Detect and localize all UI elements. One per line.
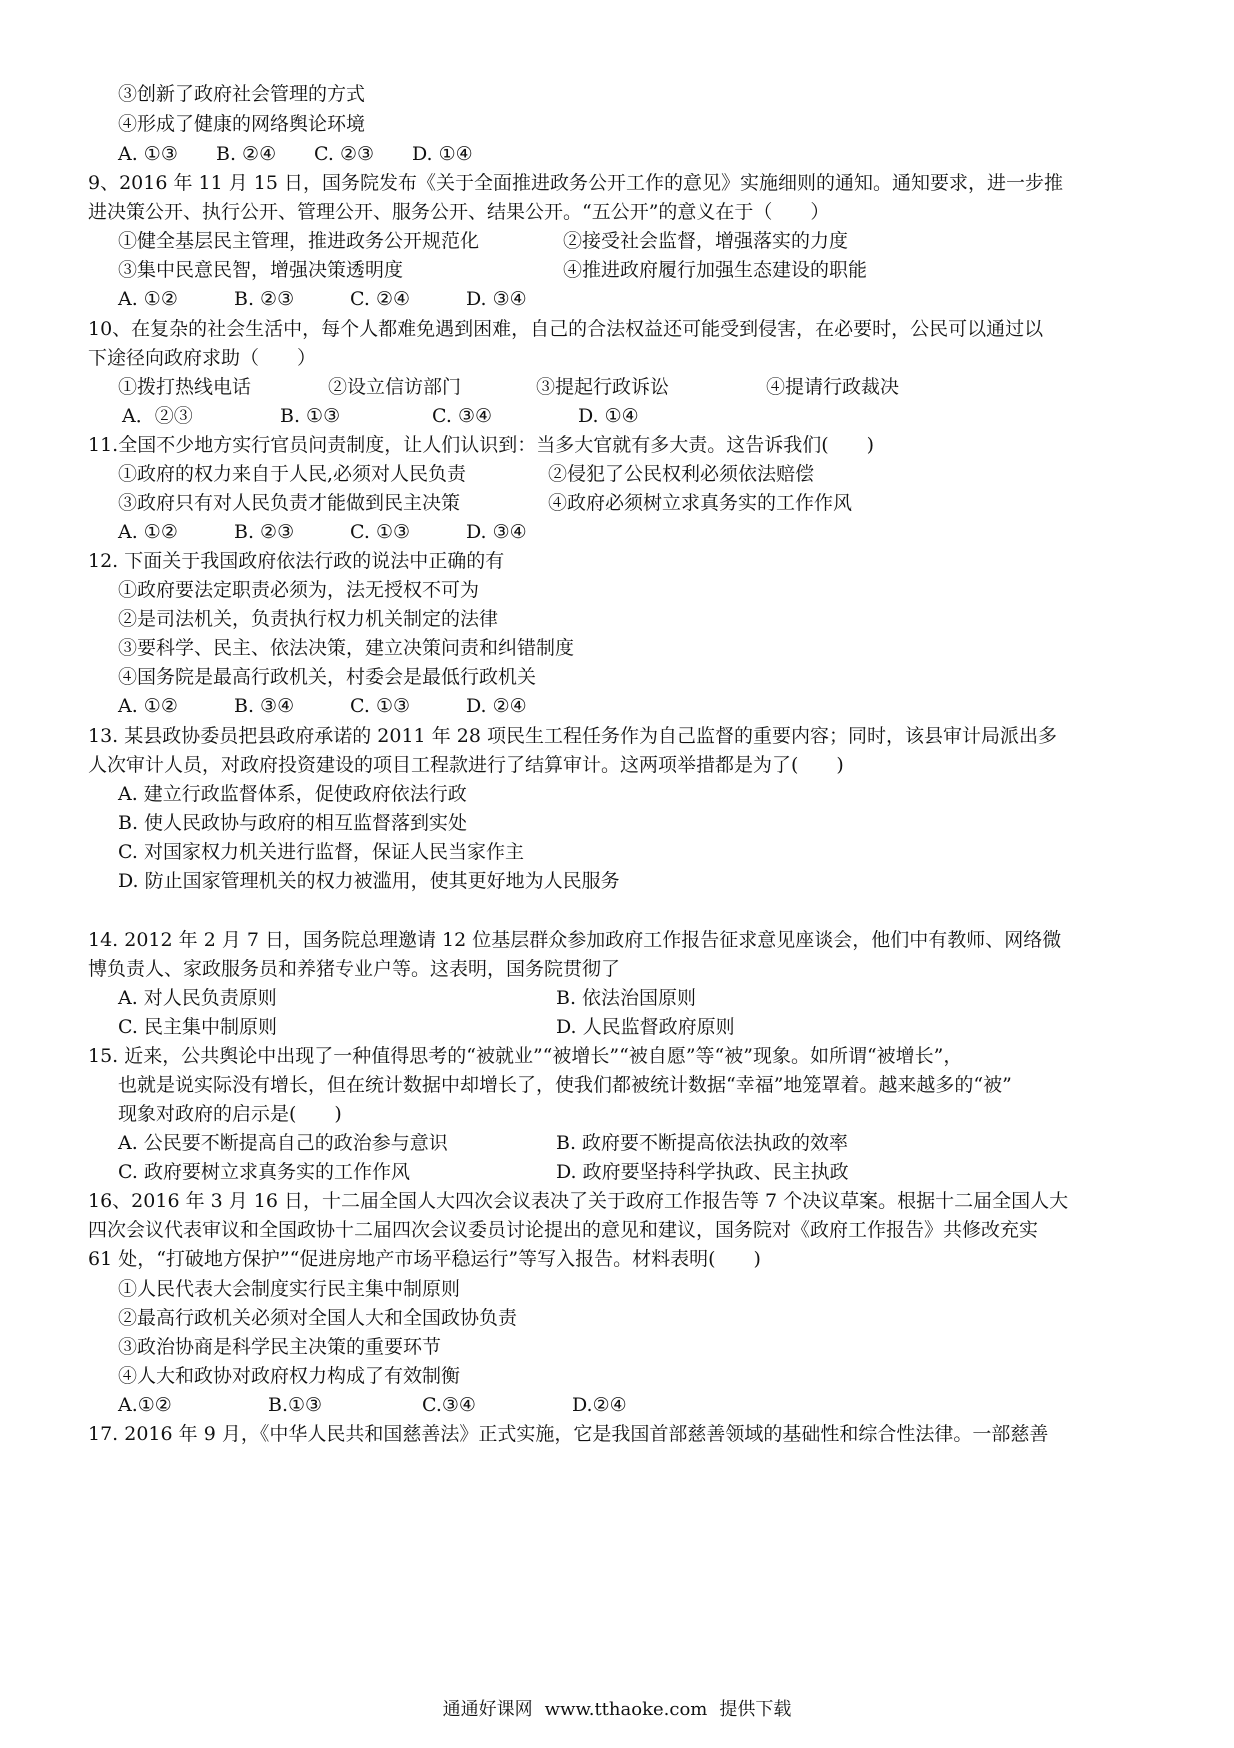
q12-item-4: ④国务院是最高行政机关，村委会是最低行政机关 xyxy=(118,666,537,688)
q12-option-a: A. ①② xyxy=(118,695,178,717)
q10-option-d: D. ①④ xyxy=(578,405,639,427)
q12-item-3: ③要科学、民主、依法决策，建立决策问责和纠错制度 xyxy=(118,637,575,659)
q11-items-row-2 xyxy=(118,489,852,517)
q15-options-row-2 xyxy=(118,1158,849,1186)
q14-option-d: D. 人民监督政府原则 xyxy=(556,1016,735,1038)
q10-item-2: ②设立信访部门 xyxy=(328,376,462,398)
q13-option-b: B. 使人民政协与政府的相互监督落到实处 xyxy=(118,812,468,834)
q8-option-c: C. ②③ xyxy=(314,143,375,165)
q10-stem-line-1: 10、在复杂的社会生活中，每个人都难免遇到困难，自己的合法权益还可能受到侵害，在必要时，公民可以通过以 xyxy=(88,318,1044,340)
footer-url: www.tthaoke.com xyxy=(544,1699,708,1720)
q10-item-4: ④提请行政裁决 xyxy=(766,376,900,398)
q9-option-a: A. ①② xyxy=(118,288,178,310)
q16-stem-line-1: 16、2016 年 3 月 16 日，十二届全国人大四次会议表决了关于政府工作报告等 7 个决议草案。根据十二届全国人大 xyxy=(88,1190,1069,1212)
q16-stem-line-2: 四次会议代表审议和全国政协十二届四次会议委员讨论提出的意见和建议，国务院对《政府工作报告》共修改充实 xyxy=(88,1219,1039,1241)
q9-option-c: C. ②④ xyxy=(350,288,411,310)
q9-item-2: ②接受社会监督，增强落实的力度 xyxy=(563,230,849,252)
footer-site-name: 通通好课网 xyxy=(442,1699,533,1720)
q11-item-1: ①政府的权力来自于人民,必须对人民负责 xyxy=(118,463,467,485)
q16-option-a: A.①② xyxy=(118,1394,172,1416)
q15-option-a: A. 公民要不断提高自己的政治参与意识 xyxy=(118,1132,448,1154)
q14-options-row-2 xyxy=(118,1013,735,1041)
q9-stem-line-1: 9、2016 年 11 月 15 日，国务院发布《关于全面推进政务公开工作的意见》实施细则的通知。通知要求，进一步推 xyxy=(88,172,1063,194)
q14-option-b: B. 依法治国原则 xyxy=(556,987,697,1009)
q10-stem-line-2: 下途径向政府求助（ ） xyxy=(88,347,317,369)
q8-item-3: ③创新了政府社会管理的方式 xyxy=(118,83,366,105)
q16-item-2: ②最高行政机关必须对全国人大和全国政协负责 xyxy=(118,1307,518,1329)
q10-options xyxy=(122,402,639,430)
q16-option-b: B.①③ xyxy=(268,1394,323,1416)
q15-option-b: B. 政府要不断提高依法执政的效率 xyxy=(556,1132,849,1154)
q13-stem-line-1: 13. 某县政协委员把县政府承诺的 2011 年 28 项民生工程任务作为自己监督的重要内容；同时，该县审计局派出多 xyxy=(88,725,1057,747)
q14-option-a: A. 对人民负责原则 xyxy=(118,987,277,1009)
q11-item-3: ③政府只有对人民负责才能做到民主决策 xyxy=(118,492,461,514)
q15-options-row-1 xyxy=(118,1129,848,1157)
q11-options xyxy=(118,518,527,546)
q13-stem-line-2: 人次审计人员，对政府投资建设的项目工程款进行了结算审计。这两项举措都是为了( ) xyxy=(88,754,844,776)
q11-option-b: B. ②③ xyxy=(234,521,295,543)
q9-item-1: ①健全基层民主管理，推进政务公开规范化 xyxy=(118,230,480,252)
q9-option-b: B. ②③ xyxy=(234,288,295,310)
q12-option-d: D. ②④ xyxy=(466,695,527,717)
q14-stem-line-2: 博负责人、家政服务员和养猪专业户等。这表明，国务院贯彻了 xyxy=(88,958,621,980)
q10-option-a: A．②③ xyxy=(122,405,193,427)
q8-option-d: D. ①④ xyxy=(412,143,473,165)
q13-option-d: D. 防止国家管理机关的权力被滥用，使其更好地为人民服务 xyxy=(118,870,620,892)
q9-option-d: D. ③④ xyxy=(466,288,527,310)
q9-items-row-2 xyxy=(118,256,867,284)
q8-option-b: B. ②④ xyxy=(216,143,277,165)
q15-stem-line-1: 15. 近来，公共舆论中出现了一种值得思考的“被就业”“被增长”“被自愿”等“被”现象。如所谓“被增长”， xyxy=(88,1045,963,1067)
q12-option-b: B. ③④ xyxy=(234,695,295,717)
q10-item-3: ③提起行政诉讼 xyxy=(536,376,670,398)
q15-stem-line-2: 也就是说实际没有增长，但在统计数据中却增长了，使我们都被统计数据“幸福”地笼罩着。越来越多的“被” xyxy=(118,1074,1012,1096)
q9-stem-line-2: 进决策公开、执行公开、管理公开、服务公开、结果公开。“五公开”的意义在于（ ） xyxy=(88,201,830,223)
q16-options xyxy=(118,1391,627,1419)
q17-stem-line-1: 17. 2016 年 9 月，《中华人民共和国慈善法》正式实施，它是我国首部慈善领域的基础性和综合性法律。一部慈善 xyxy=(88,1423,1049,1445)
q12-stem-line-1: 12. 下面关于我国政府依法行政的说法中正确的有 xyxy=(88,550,505,572)
q14-stem-line-1: 14. 2012 年 2 月 7 日，国务院总理邀请 12 位基层群众参加政府工作报告征求意见座谈会，他们中有教师、网络微 xyxy=(88,929,1062,951)
q9-item-4: ④推进政府履行加强生态建设的职能 xyxy=(563,259,868,281)
q11-stem-line-1: 11.全国不少地方实行官员问责制度，让人们认识到：当多大官就有多大责。这告诉我们( ) xyxy=(88,434,875,456)
page-footer xyxy=(0,1697,1234,1723)
q15-option-c: C. 政府要树立求真务实的工作作风 xyxy=(118,1161,410,1183)
q11-option-a: A. ①② xyxy=(118,521,178,543)
q10-option-b: B. ①③ xyxy=(280,405,341,427)
q14-options-row-1 xyxy=(118,984,696,1012)
q11-item-2: ②侵犯了公民权利必须依法赔偿 xyxy=(548,463,815,485)
q16-option-d: D.②④ xyxy=(572,1394,627,1416)
q9-items-row-1 xyxy=(118,227,848,255)
q12-item-2: ②是司法机关，负责执行权力机关制定的法律 xyxy=(118,608,499,630)
q16-item-4: ④人大和政协对政府权力构成了有效制衡 xyxy=(118,1365,461,1387)
q15-stem-line-3: 现象对政府的启示是( ) xyxy=(118,1103,342,1125)
q15-option-d: D. 政府要坚持科学执政、民主执政 xyxy=(556,1161,849,1183)
q9-item-3: ③集中民意民智，增强决策透明度 xyxy=(118,259,404,281)
q13-option-c: C. 对国家权力机关进行监督，保证人民当家作主 xyxy=(118,841,524,863)
q10-item-1: ①拨打热线电话 xyxy=(118,376,252,398)
q11-items-row-1 xyxy=(118,460,814,488)
q16-option-c: C.③④ xyxy=(422,1394,476,1416)
q11-option-d: D. ③④ xyxy=(466,521,527,543)
footer-suffix: 提供下载 xyxy=(719,1699,792,1720)
q8-option-a: A. ①③ xyxy=(118,143,178,165)
q8-options xyxy=(118,140,473,168)
q10-option-c: C. ③④ xyxy=(432,405,493,427)
q14-option-c: C. 民主集中制原则 xyxy=(118,1016,277,1038)
q10-items xyxy=(118,373,899,401)
q12-item-1: ①政府要法定职责必须为，法无授权不可为 xyxy=(118,579,480,601)
q12-option-c: C. ①③ xyxy=(350,695,411,717)
q8-item-4: ④形成了健康的网络舆论环境 xyxy=(118,113,366,135)
q16-stem-line-3: 61 处，“打破地方保护”“促进房地产市场平稳运行”等写入报告。材料表明( ) xyxy=(88,1248,761,1270)
q12-options xyxy=(118,692,527,720)
q9-options xyxy=(118,285,527,313)
q13-option-a: A. 建立行政监督体系，促使政府依法行政 xyxy=(118,783,467,805)
q16-item-3: ③政治协商是科学民主决策的重要环节 xyxy=(118,1336,442,1358)
q11-item-4: ④政府必须树立求真务实的工作作风 xyxy=(548,492,853,514)
q16-item-1: ①人民代表大会制度实行民主集中制原则 xyxy=(118,1278,461,1300)
q11-option-c: C. ①③ xyxy=(350,521,411,543)
